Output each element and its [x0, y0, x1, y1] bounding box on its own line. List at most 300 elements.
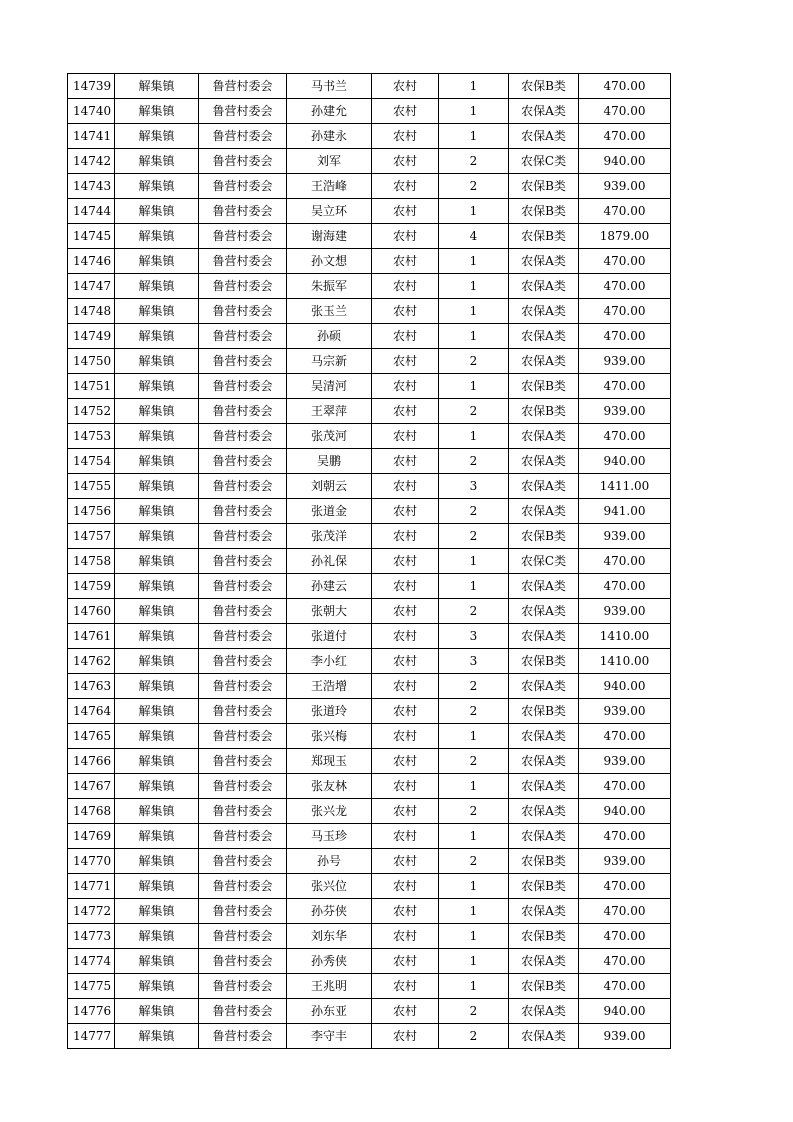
cell-category: 农保A类: [509, 824, 579, 849]
cell-town: 解集镇: [115, 999, 199, 1024]
cell-village: 鲁营村委会: [199, 524, 287, 549]
cell-town: 解集镇: [115, 574, 199, 599]
cell-amount: 470.00: [579, 974, 671, 999]
table-row: [68, 949, 671, 974]
cell-id: 14752: [68, 399, 115, 424]
cell-area: 农村: [372, 124, 439, 149]
cell-village: 鲁营村委会: [199, 549, 287, 574]
table-row: [68, 374, 671, 399]
table-row: [68, 149, 671, 174]
cell-persons: 1: [439, 924, 509, 949]
cell-persons: 3: [439, 624, 509, 649]
cell-area: 农村: [372, 699, 439, 724]
cell-area: 农村: [372, 524, 439, 549]
cell-amount: 470.00: [579, 249, 671, 274]
cell-category: 农保B类: [509, 699, 579, 724]
cell-area: 农村: [372, 624, 439, 649]
table-row: [68, 399, 671, 424]
cell-village: 鲁营村委会: [199, 999, 287, 1024]
cell-name: 朱振军: [287, 274, 372, 299]
cell-amount: 939.00: [579, 749, 671, 774]
cell-town: 解集镇: [115, 174, 199, 199]
cell-id: 14758: [68, 549, 115, 574]
cell-id: 14753: [68, 424, 115, 449]
cell-area: 农村: [372, 374, 439, 399]
cell-village: 鲁营村委会: [199, 874, 287, 899]
cell-village: 鲁营村委会: [199, 749, 287, 774]
cell-village: 鲁营村委会: [199, 924, 287, 949]
table-row: [68, 74, 671, 99]
cell-persons: 1: [439, 724, 509, 749]
table-row: [68, 824, 671, 849]
cell-persons: 2: [439, 349, 509, 374]
cell-area: 农村: [372, 549, 439, 574]
table-row: [68, 499, 671, 524]
cell-area: 农村: [372, 499, 439, 524]
cell-name: 郑现玉: [287, 749, 372, 774]
cell-name: 马玉珍: [287, 824, 372, 849]
cell-name: 孙芬侠: [287, 899, 372, 924]
cell-village: 鲁营村委会: [199, 774, 287, 799]
cell-id: 14755: [68, 474, 115, 499]
cell-village: 鲁营村委会: [199, 624, 287, 649]
cell-name: 孙东亚: [287, 999, 372, 1024]
cell-village: 鲁营村委会: [199, 974, 287, 999]
table-row: [68, 874, 671, 899]
cell-town: 解集镇: [115, 499, 199, 524]
cell-category: 农保A类: [509, 574, 579, 599]
cell-town: 解集镇: [115, 149, 199, 174]
cell-village: 鲁营村委会: [199, 349, 287, 374]
cell-area: 农村: [372, 949, 439, 974]
cell-town: 解集镇: [115, 899, 199, 924]
cell-persons: 1: [439, 424, 509, 449]
cell-village: 鲁营村委会: [199, 649, 287, 674]
cell-town: 解集镇: [115, 99, 199, 124]
table-row: [68, 174, 671, 199]
cell-persons: 1: [439, 549, 509, 574]
cell-amount: 470.00: [579, 124, 671, 149]
cell-town: 解集镇: [115, 799, 199, 824]
cell-area: 农村: [372, 1024, 439, 1049]
cell-category: 农保A类: [509, 349, 579, 374]
cell-persons: 1: [439, 199, 509, 224]
cell-persons: 1: [439, 249, 509, 274]
cell-amount: 939.00: [579, 399, 671, 424]
cell-id: 14751: [68, 374, 115, 399]
cell-area: 农村: [372, 724, 439, 749]
cell-town: 解集镇: [115, 1024, 199, 1049]
cell-category: 农保A类: [509, 99, 579, 124]
cell-category: 农保B类: [509, 174, 579, 199]
cell-name: 吴立环: [287, 199, 372, 224]
cell-amount: 941.00: [579, 499, 671, 524]
cell-village: 鲁营村委会: [199, 1024, 287, 1049]
cell-town: 解集镇: [115, 74, 199, 99]
cell-town: 解集镇: [115, 399, 199, 424]
cell-id: 14760: [68, 599, 115, 624]
cell-area: 农村: [372, 824, 439, 849]
cell-id: 14746: [68, 249, 115, 274]
cell-persons: 1: [439, 74, 509, 99]
cell-id: 14747: [68, 274, 115, 299]
cell-area: 农村: [372, 599, 439, 624]
cell-persons: 2: [439, 674, 509, 699]
table-row: [68, 474, 671, 499]
cell-area: 农村: [372, 749, 439, 774]
cell-town: 解集镇: [115, 474, 199, 499]
cell-category: 农保B类: [509, 199, 579, 224]
cell-category: 农保B类: [509, 224, 579, 249]
cell-category: 农保A类: [509, 474, 579, 499]
cell-name: 张道金: [287, 499, 372, 524]
table-row: [68, 449, 671, 474]
cell-area: 农村: [372, 274, 439, 299]
cell-persons: 2: [439, 999, 509, 1024]
cell-town: 解集镇: [115, 924, 199, 949]
cell-village: 鲁营村委会: [199, 899, 287, 924]
cell-name: 张兴梅: [287, 724, 372, 749]
cell-category: 农保B类: [509, 399, 579, 424]
roster-table: [67, 73, 671, 1049]
cell-village: 鲁营村委会: [199, 824, 287, 849]
cell-amount: 470.00: [579, 824, 671, 849]
cell-amount: 939.00: [579, 599, 671, 624]
cell-category: 农保C类: [509, 549, 579, 574]
cell-category: 农保A类: [509, 799, 579, 824]
cell-id: 14743: [68, 174, 115, 199]
table-row: [68, 524, 671, 549]
cell-area: 农村: [372, 649, 439, 674]
cell-amount: 470.00: [579, 724, 671, 749]
cell-town: 解集镇: [115, 649, 199, 674]
cell-id: 14762: [68, 649, 115, 674]
cell-name: 王浩增: [287, 674, 372, 699]
table-row: [68, 249, 671, 274]
cell-town: 解集镇: [115, 849, 199, 874]
cell-id: 14741: [68, 124, 115, 149]
table-row: [68, 349, 671, 374]
cell-name: 王浩峰: [287, 174, 372, 199]
cell-village: 鲁营村委会: [199, 174, 287, 199]
cell-amount: 940.00: [579, 449, 671, 474]
cell-category: 农保B类: [509, 524, 579, 549]
table-row: [68, 549, 671, 574]
cell-persons: 2: [439, 699, 509, 724]
cell-category: 农保A类: [509, 674, 579, 699]
cell-town: 解集镇: [115, 274, 199, 299]
cell-village: 鲁营村委会: [199, 149, 287, 174]
cell-amount: 940.00: [579, 149, 671, 174]
cell-town: 解集镇: [115, 449, 199, 474]
cell-name: 张道玲: [287, 699, 372, 724]
cell-id: 14761: [68, 624, 115, 649]
cell-id: 14745: [68, 224, 115, 249]
cell-persons: 1: [439, 874, 509, 899]
cell-amount: 470.00: [579, 874, 671, 899]
cell-area: 农村: [372, 899, 439, 924]
cell-id: 14774: [68, 949, 115, 974]
cell-category: 农保B类: [509, 924, 579, 949]
cell-id: 14740: [68, 99, 115, 124]
cell-village: 鲁营村委会: [199, 374, 287, 399]
cell-persons: 1: [439, 899, 509, 924]
cell-category: 农保A类: [509, 624, 579, 649]
cell-name: 张兴位: [287, 874, 372, 899]
cell-name: 张朝大: [287, 599, 372, 624]
cell-area: 农村: [372, 74, 439, 99]
cell-name: 张茂河: [287, 424, 372, 449]
cell-name: 张友林: [287, 774, 372, 799]
table-row: [68, 849, 671, 874]
cell-amount: 470.00: [579, 774, 671, 799]
cell-area: 农村: [372, 774, 439, 799]
cell-village: 鲁营村委会: [199, 299, 287, 324]
cell-id: 14777: [68, 1024, 115, 1049]
cell-id: 14750: [68, 349, 115, 374]
cell-persons: 2: [439, 799, 509, 824]
cell-town: 解集镇: [115, 549, 199, 574]
cell-id: 14769: [68, 824, 115, 849]
cell-area: 农村: [372, 299, 439, 324]
cell-id: 14775: [68, 974, 115, 999]
cell-village: 鲁营村委会: [199, 474, 287, 499]
table-row: [68, 674, 671, 699]
cell-village: 鲁营村委会: [199, 399, 287, 424]
cell-id: 14748: [68, 299, 115, 324]
cell-amount: 1879.00: [579, 224, 671, 249]
cell-village: 鲁营村委会: [199, 124, 287, 149]
table-row: [68, 124, 671, 149]
cell-id: 14772: [68, 899, 115, 924]
cell-area: 农村: [372, 424, 439, 449]
cell-category: 农保A类: [509, 324, 579, 349]
cell-village: 鲁营村委会: [199, 699, 287, 724]
cell-amount: 1411.00: [579, 474, 671, 499]
cell-village: 鲁营村委会: [199, 799, 287, 824]
table-row: [68, 924, 671, 949]
cell-category: 农保A类: [509, 124, 579, 149]
cell-persons: 4: [439, 224, 509, 249]
cell-id: 14756: [68, 499, 115, 524]
cell-amount: 939.00: [579, 699, 671, 724]
cell-name: 孙建云: [287, 574, 372, 599]
cell-amount: 1410.00: [579, 649, 671, 674]
cell-village: 鲁营村委会: [199, 224, 287, 249]
cell-name: 马宗新: [287, 349, 372, 374]
cell-area: 农村: [372, 449, 439, 474]
cell-amount: 470.00: [579, 424, 671, 449]
cell-town: 解集镇: [115, 774, 199, 799]
cell-category: 农保C类: [509, 149, 579, 174]
cell-persons: 1: [439, 824, 509, 849]
cell-village: 鲁营村委会: [199, 949, 287, 974]
cell-area: 农村: [372, 399, 439, 424]
cell-category: 农保A类: [509, 774, 579, 799]
cell-town: 解集镇: [115, 124, 199, 149]
cell-village: 鲁营村委会: [199, 274, 287, 299]
cell-category: 农保B类: [509, 874, 579, 899]
table-row: [68, 424, 671, 449]
cell-persons: 1: [439, 574, 509, 599]
table-row: [68, 799, 671, 824]
cell-name: 张玉兰: [287, 299, 372, 324]
cell-persons: 2: [439, 524, 509, 549]
cell-town: 解集镇: [115, 824, 199, 849]
cell-persons: 2: [439, 849, 509, 874]
cell-id: 14768: [68, 799, 115, 824]
table-row: [68, 649, 671, 674]
cell-area: 农村: [372, 249, 439, 274]
table-row: [68, 774, 671, 799]
cell-amount: 940.00: [579, 674, 671, 699]
cell-name: 刘东华: [287, 924, 372, 949]
cell-village: 鲁营村委会: [199, 499, 287, 524]
table-row: [68, 324, 671, 349]
cell-persons: 2: [439, 174, 509, 199]
cell-area: 农村: [372, 924, 439, 949]
cell-name: 谢海建: [287, 224, 372, 249]
cell-category: 农保B类: [509, 74, 579, 99]
cell-amount: 470.00: [579, 74, 671, 99]
cell-category: 农保A类: [509, 999, 579, 1024]
cell-id: 14765: [68, 724, 115, 749]
cell-area: 农村: [372, 799, 439, 824]
cell-town: 解集镇: [115, 249, 199, 274]
cell-town: 解集镇: [115, 349, 199, 374]
cell-area: 农村: [372, 174, 439, 199]
cell-village: 鲁营村委会: [199, 249, 287, 274]
cell-persons: 2: [439, 399, 509, 424]
cell-town: 解集镇: [115, 599, 199, 624]
cell-town: 解集镇: [115, 874, 199, 899]
cell-id: 14773: [68, 924, 115, 949]
table-row: [68, 574, 671, 599]
cell-amount: 470.00: [579, 274, 671, 299]
cell-persons: 1: [439, 374, 509, 399]
cell-id: 14764: [68, 699, 115, 724]
cell-id: 14767: [68, 774, 115, 799]
table-row: [68, 199, 671, 224]
cell-category: 农保A类: [509, 899, 579, 924]
cell-area: 农村: [372, 474, 439, 499]
cell-name: 王翠萍: [287, 399, 372, 424]
cell-category: 农保B类: [509, 849, 579, 874]
cell-village: 鲁营村委会: [199, 674, 287, 699]
cell-town: 解集镇: [115, 424, 199, 449]
table-row: [68, 224, 671, 249]
cell-amount: 470.00: [579, 324, 671, 349]
cell-amount: 470.00: [579, 299, 671, 324]
cell-amount: 470.00: [579, 949, 671, 974]
table-row: [68, 974, 671, 999]
table-row: [68, 724, 671, 749]
cell-persons: 1: [439, 974, 509, 999]
cell-amount: 939.00: [579, 174, 671, 199]
cell-category: 农保B类: [509, 649, 579, 674]
cell-category: 农保A类: [509, 949, 579, 974]
cell-area: 农村: [372, 349, 439, 374]
cell-town: 解集镇: [115, 624, 199, 649]
cell-town: 解集镇: [115, 949, 199, 974]
cell-village: 鲁营村委会: [199, 449, 287, 474]
cell-category: 农保A类: [509, 424, 579, 449]
table-row: [68, 274, 671, 299]
cell-category: 农保A类: [509, 449, 579, 474]
cell-persons: 2: [439, 599, 509, 624]
cell-name: 张茂洋: [287, 524, 372, 549]
table-row: [68, 899, 671, 924]
cell-area: 农村: [372, 849, 439, 874]
cell-name: 吴鹏: [287, 449, 372, 474]
cell-amount: 470.00: [579, 549, 671, 574]
cell-name: 孙文想: [287, 249, 372, 274]
cell-persons: 2: [439, 499, 509, 524]
cell-id: 14759: [68, 574, 115, 599]
cell-name: 孙建永: [287, 124, 372, 149]
cell-persons: 2: [439, 749, 509, 774]
table-row: [68, 599, 671, 624]
cell-area: 农村: [372, 974, 439, 999]
table-row: [68, 99, 671, 124]
cell-category: 农保A类: [509, 749, 579, 774]
cell-amount: 470.00: [579, 374, 671, 399]
cell-village: 鲁营村委会: [199, 574, 287, 599]
cell-id: 14771: [68, 874, 115, 899]
cell-village: 鲁营村委会: [199, 74, 287, 99]
cell-persons: 1: [439, 274, 509, 299]
cell-name: 张道付: [287, 624, 372, 649]
cell-amount: 470.00: [579, 924, 671, 949]
cell-id: 14754: [68, 449, 115, 474]
document-page: [67, 73, 671, 1049]
cell-amount: 470.00: [579, 99, 671, 124]
table-row: [68, 1024, 671, 1049]
cell-area: 农村: [372, 674, 439, 699]
cell-name: 吴清河: [287, 374, 372, 399]
cell-amount: 939.00: [579, 524, 671, 549]
cell-name: 刘军: [287, 149, 372, 174]
cell-area: 农村: [372, 224, 439, 249]
table-row: [68, 624, 671, 649]
cell-amount: 939.00: [579, 1024, 671, 1049]
cell-area: 农村: [372, 199, 439, 224]
cell-town: 解集镇: [115, 324, 199, 349]
cell-persons: 2: [439, 449, 509, 474]
cell-category: 农保A类: [509, 299, 579, 324]
cell-amount: 470.00: [579, 199, 671, 224]
table-row: [68, 699, 671, 724]
cell-village: 鲁营村委会: [199, 599, 287, 624]
cell-name: 孙秀侠: [287, 949, 372, 974]
cell-name: 刘朝云: [287, 474, 372, 499]
cell-amount: 1410.00: [579, 624, 671, 649]
cell-area: 农村: [372, 999, 439, 1024]
cell-name: 孙硕: [287, 324, 372, 349]
cell-name: 马书兰: [287, 74, 372, 99]
cell-area: 农村: [372, 324, 439, 349]
cell-id: 14739: [68, 74, 115, 99]
table-row: [68, 299, 671, 324]
cell-category: 农保A类: [509, 724, 579, 749]
cell-town: 解集镇: [115, 299, 199, 324]
cell-town: 解集镇: [115, 749, 199, 774]
cell-area: 农村: [372, 574, 439, 599]
cell-area: 农村: [372, 149, 439, 174]
cell-village: 鲁营村委会: [199, 724, 287, 749]
cell-name: 孙礼保: [287, 549, 372, 574]
cell-persons: 3: [439, 649, 509, 674]
